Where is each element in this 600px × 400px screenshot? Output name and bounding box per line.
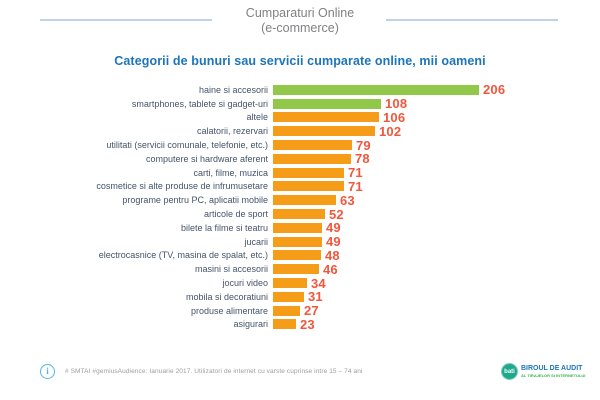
- category-label: mobila si decoratiuni: [185, 291, 268, 302]
- chart-row: [0, 304, 600, 318]
- bar-chart: [0, 83, 600, 331]
- category-label: jucarii: [244, 236, 268, 247]
- bar: [273, 181, 344, 191]
- bar: [273, 209, 325, 219]
- category-label: haine si accesorii: [198, 84, 268, 95]
- bar: [273, 195, 336, 205]
- bar: [273, 250, 321, 260]
- chart-row: [0, 83, 600, 97]
- value-label: 206: [483, 82, 506, 98]
- bar: [273, 126, 375, 136]
- value-label: 27: [304, 303, 319, 319]
- bar: [273, 99, 381, 109]
- footnote: [40, 364, 362, 379]
- category-label: masini si accesorii: [194, 264, 268, 275]
- logo-tagline: AL TIRAJELOR SI INTERNETULUI: [521, 372, 586, 378]
- chart-row: [0, 152, 600, 166]
- value-label: 49: [326, 220, 341, 236]
- category-label: bilete la filme si teatru: [180, 222, 268, 233]
- chart-row: [0, 249, 600, 263]
- value-label: 102: [379, 123, 402, 139]
- bar: [273, 168, 344, 178]
- value-label: 49: [326, 234, 341, 250]
- chart-row: [0, 193, 600, 207]
- category-label: utilitati (servicii comunale, telefonie, etc.): [106, 140, 268, 151]
- page-title: [0, 6, 600, 36]
- value-label: 31: [308, 289, 323, 305]
- category-label: computere si hardware aferent: [145, 153, 268, 164]
- value-label: 79: [356, 137, 371, 153]
- value-label: 34: [311, 275, 326, 291]
- bar: [273, 292, 304, 302]
- chart-row: [0, 97, 600, 111]
- value-label: 52: [329, 206, 344, 222]
- category-label: carti, filme, muzica: [193, 167, 268, 178]
- chart-row: [0, 262, 600, 276]
- info-icon: i: [40, 364, 55, 379]
- value-label: 71: [348, 178, 363, 194]
- title-line-2: (e-commerce): [261, 21, 339, 35]
- value-label: 108: [385, 96, 408, 112]
- footnote-text: # SMTAI #gemiusAudience: Ianuarie 2017. Utilizatori de internet cu varste cuprinse intre 15 – 74 ani: [65, 368, 363, 375]
- category-label: cosmetice si alte produse de infrumusetare: [96, 181, 268, 192]
- value-label: 46: [323, 261, 338, 277]
- category-label: produse alimentare: [190, 305, 268, 316]
- chart-row: [0, 180, 600, 194]
- chart-row: [0, 207, 600, 221]
- value-label: 63: [340, 192, 355, 208]
- logo-text: [521, 365, 585, 379]
- category-label: altele: [246, 112, 268, 123]
- bar: [273, 154, 351, 164]
- chart-row: [0, 221, 600, 235]
- chart-row: [0, 235, 600, 249]
- bar: [273, 306, 300, 316]
- value-label: 23: [300, 316, 315, 332]
- bar: [273, 319, 296, 329]
- title-line-1: Cumparaturi Online: [245, 6, 355, 20]
- bati-logo-icon: bati: [501, 363, 518, 380]
- chart-row: [0, 166, 600, 180]
- chart-row: [0, 276, 600, 290]
- category-label: smartphones, tablete si gadget-uri: [131, 98, 268, 109]
- chart-row: [0, 290, 600, 304]
- bar: [273, 112, 379, 122]
- value-label: 78: [355, 151, 370, 167]
- bar: [273, 278, 307, 288]
- chart-row: [0, 138, 600, 152]
- chart-title: Categorii de bunuri sau servicii cumparate online, mii oameni: [114, 54, 486, 68]
- logo-name: BIROUL DE AUDIT: [521, 364, 583, 372]
- bar: [273, 237, 322, 247]
- value-label: 106: [383, 110, 406, 125]
- category-label: calatorii, rezervari: [196, 126, 268, 137]
- bar: [273, 140, 352, 150]
- bar: [273, 85, 479, 95]
- category-label: jocuri video: [222, 278, 268, 289]
- category-label: electrocasnice (TV, masina de spalat, etc.): [98, 250, 268, 261]
- chart-row: [0, 111, 600, 125]
- chart-row: [0, 318, 600, 332]
- value-label: 48: [325, 247, 340, 263]
- category-label: asigurari: [233, 319, 268, 330]
- category-label: programe pentru PC, aplicatii mobile: [122, 195, 268, 206]
- bar: [273, 264, 319, 274]
- audit-logo: [501, 363, 585, 380]
- bar: [273, 223, 322, 233]
- category-label: articole de sport: [203, 209, 268, 220]
- value-label: 71: [348, 165, 363, 181]
- chart-row: [0, 124, 600, 138]
